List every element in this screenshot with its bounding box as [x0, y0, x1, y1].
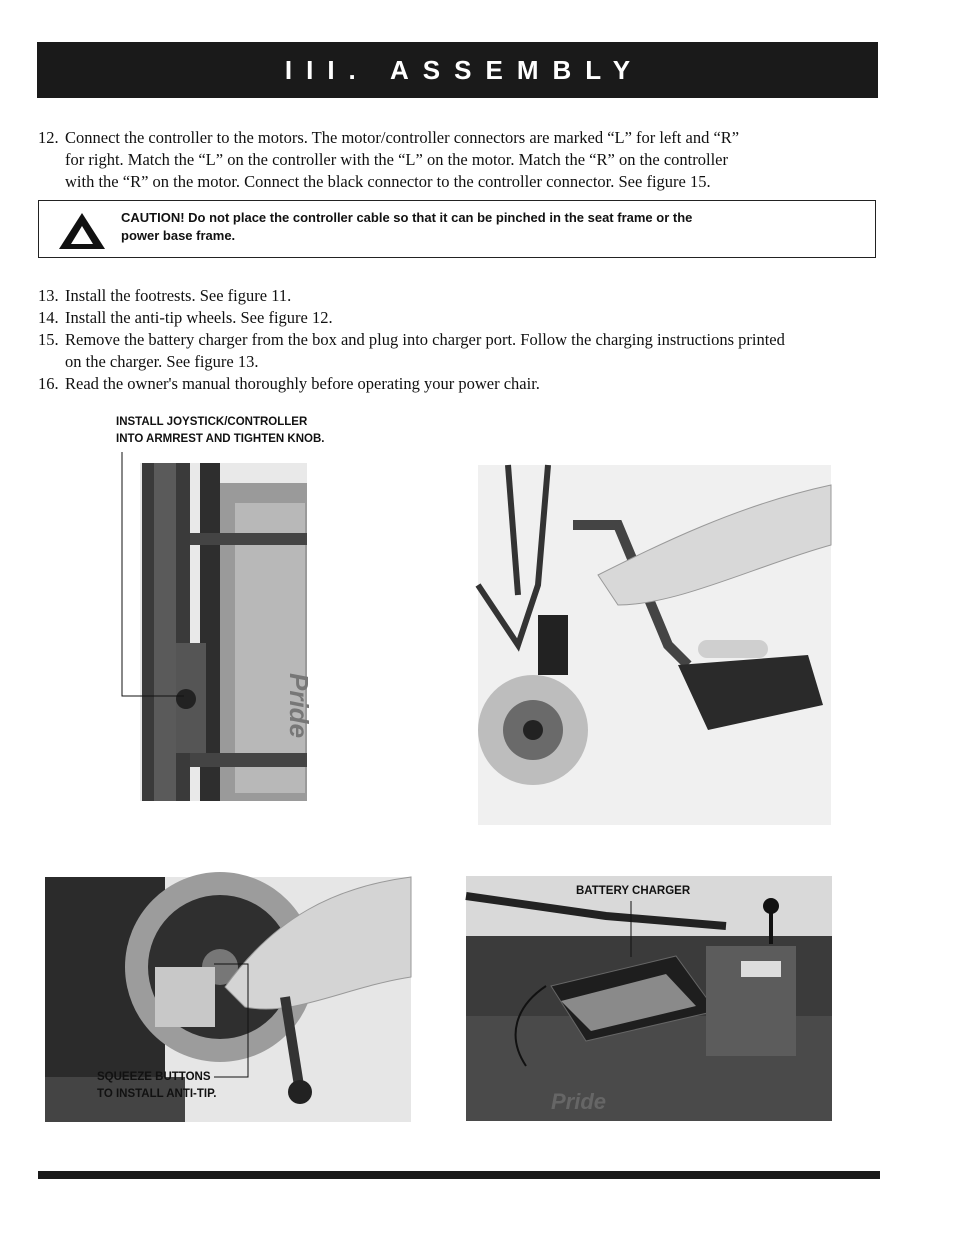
footrest-photo	[478, 465, 831, 825]
callout-line: INSTALL JOYSTICK/CONTROLLER	[116, 416, 308, 428]
step-text: Read the owner's manual thoroughly before operating your power chair.	[65, 374, 540, 393]
caution-line: CAUTION! Do not place the controller cable so that it can be pinched in the seat frame or the	[121, 210, 693, 225]
step-text: on the charger. See figure 13.	[65, 352, 259, 371]
step-number: 15.	[38, 330, 59, 349]
callout-line: TO INSTALL ANTI-TIP.	[97, 1088, 217, 1100]
callout-line: INTO ARMREST AND TIGHTEN KNOB.	[116, 433, 325, 445]
step-text: Install the anti-tip wheels. See figure 12.	[65, 308, 333, 327]
step-number: 12.	[38, 128, 59, 147]
joystick-leader-line	[118, 452, 188, 702]
step-text: Install the footrests. See figure 11.	[65, 286, 292, 305]
caution-line: power base frame.	[121, 228, 236, 243]
step-number: 13.	[38, 286, 59, 305]
section-title: III. ASSEMBLY	[284, 54, 645, 85]
step-14	[38, 307, 888, 329]
step-15	[38, 329, 898, 373]
step-text-line: with the “R” on the motor. Connect the black connector to the controller connector. See figure 15.	[65, 172, 711, 191]
anti-tip-callout-label	[97, 1069, 216, 1103]
caution-text	[121, 209, 861, 245]
svg-text:Pride: Pride	[551, 1089, 607, 1114]
caution-box	[38, 200, 876, 258]
step-number: 14.	[38, 308, 59, 327]
charger-leader-line	[626, 899, 636, 959]
warning-triangle-icon	[57, 211, 107, 251]
step-number: 16.	[38, 374, 59, 393]
battery-charger-label: BATTERY CHARGER	[576, 885, 691, 897]
callout-line: SQUEEZE BUTTONS	[97, 1071, 211, 1083]
step-12	[38, 127, 888, 197]
step-text: Remove the battery charger from the box and plug into charger port. Follow the charging instructions printed	[65, 330, 785, 349]
step-13	[38, 285, 888, 307]
joystick-callout-label	[116, 414, 325, 448]
step-text-line: Connect the controller to the motors. The motor/controller connectors are marked “L” for left and “R”	[65, 128, 740, 147]
section-header	[37, 42, 878, 98]
battery-charger-photo	[466, 876, 832, 1121]
footer-rule	[38, 1171, 880, 1179]
step-16	[38, 373, 888, 395]
svg-text:Pride: Pride	[284, 673, 314, 739]
anti-tip-leader-line	[210, 960, 255, 1085]
step-text-line: for right. Match the “L” on the controller with the “L” on the motor. Match the “R” on the controller	[65, 150, 728, 169]
